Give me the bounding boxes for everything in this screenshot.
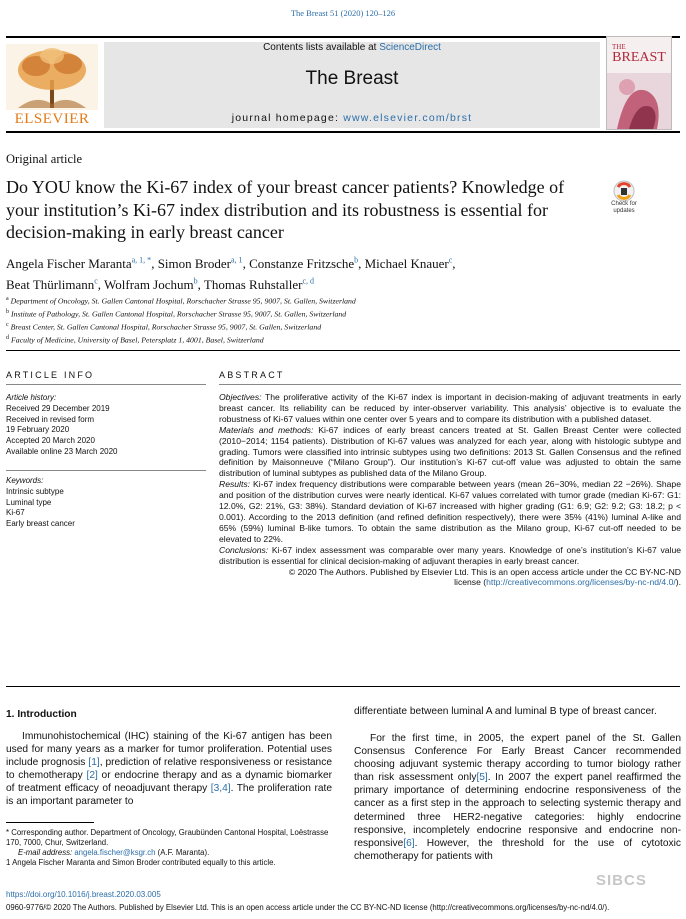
- article-info-heading: ARTICLE INFO: [6, 370, 95, 380]
- affiliations: [6, 294, 666, 346]
- publisher-name: ELSEVIER: [14, 111, 90, 127]
- keyword: Ki-67: [6, 508, 25, 518]
- author[interactable]: Thomas Ruhstaller$^{c, d}$: [203, 276, 315, 293]
- intro-paragraph-continued: differentiate between luminal A and luminal B type of breast cancer.: [354, 706, 657, 717]
- intro-paragraph: Immunohistochemical (IHC) staining of the Ki-67 antigen has been used for many years as a marker for tumor proliferation. Potential uses include prognosis [1], prediction of relative responsiveness or resistance to chemotherapy [2] or endocrine therapy and as a dynamic biomarker of treatment efficacy of neoadjuvant therapy [3,4]. The proliferation rate is an important parameter to: [6, 731, 333, 808]
- keyword: Intrinsic subtype: [6, 486, 64, 496]
- abstract-results: Results: Ki-67 index frequency distributions were comparable between years (mean 26−30%, median 22 −26%). Shape and position of the distribution curves were nearly identical. Ki-67 values correlated with tumor grade (median Ki-67: G1: 12.0%, G2: 21%, G3: 38%). Standard deviation of Ki-67 increased with higher grading (G1: 6.9; G2: 9.2; G3: 18.2; p < 0.001). According to the 2013 definition (and refined definition respectively), there were 35% (41%) luminal A-like and 65% (59%) luminal B-like tumors. To obtain the same distribution as the Milano group, Ki-67 cut-off needed to be elevated to 22%.: [219, 479, 681, 544]
- reference-link[interactable]: [3,4]: [210, 783, 231, 795]
- homepage-prefix: journal homepage:: [231, 112, 344, 124]
- journal-cover[interactable]: [606, 36, 672, 130]
- contents-prefix: Contents lists available at: [263, 42, 380, 53]
- affiliation: $^d$ Faculty of Medicine, University of Basel, Petersplatz 1, 4001, Basel, Switzerland: [6, 334, 264, 345]
- article-title: Do YOU know the Ki-67 index of your breast cancer patients? Knowledge of your institution’s Ki-67 index distribution and its robustness is essential for decision-making in early breast cancer: [6, 177, 565, 242]
- homepage-link[interactable]: www.elsevier.com/brst: [343, 112, 473, 124]
- keyword: Luminal type: [6, 497, 52, 507]
- journal-name: The Breast: [305, 68, 399, 89]
- author[interactable]: Constanze Fritzsche$^b$,: [249, 256, 365, 272]
- copyright-line: 0960-9776/© 2020 The Authors. Published by Elsevier Ltd. This is an open access article under the CC BY-NC-ND license (http://creativecommons.org/licenses/by-nc-nd/4.0/).: [6, 903, 610, 912]
- author[interactable]: Beat Thürlimann$^c$,: [6, 276, 105, 293]
- history-label: Article history:: [6, 393, 57, 402]
- keyword: Early breast cancer: [6, 519, 75, 529]
- email-link[interactable]: angela.fischer@ksgr.ch: [74, 848, 156, 857]
- article-info-rule: [6, 384, 206, 385]
- reference-link[interactable]: [6]: [403, 837, 415, 849]
- author[interactable]: Simon Broder$^{a, 1}$,: [157, 256, 250, 272]
- check-updates-icon: [606, 180, 642, 202]
- license-link[interactable]: http://creativecommons.org/licenses/by-nc-nd/4.0/: [486, 577, 676, 588]
- affiliation: $^a$ Department of Oncology, St. Gallen Cantonal Hospital, Rorschacher Strasse 95, 9007, St. Gallen, Switzerland: [6, 296, 356, 306]
- reference-link[interactable]: [2]: [86, 770, 98, 782]
- check-updates-label: Check for updates: [611, 201, 637, 214]
- abstract-copyright: © 2020 The Authors. Published by Elsevier Ltd. This is an open access article under the CC BY-NC-ND license (http://creativecommons.org/licenses/by-nc-nd/4.0/).: [288, 566, 681, 588]
- author-list: [6, 252, 666, 294]
- elsevier-logo: [6, 44, 98, 128]
- intro-paragraph-2: For the first time, in 2005, the expert panel of the St. Gallen Consensus Conference For Early Breast Cancer recommended choosing adjuvant systemic therapy according to tumor biology rather than risk assessment only[5]. In 2007 the expert panel reaffirmed the primary importance of determining endocrine responsiveness of the cancer as a first step in the approach to selecting systemic therapy and determined three HER2-negative categories: highly endocrine responsive, incompletely endocrine responsive and endocrine non-responsive[6]. However, the threshold for the use of cytotoxic chemotherapy for patients with: [354, 733, 681, 862]
- footnote-rule: [6, 822, 94, 823]
- journal-citation[interactable]: The Breast 51 (2020) 120–126: [290, 8, 396, 18]
- affiliation: $^c$ Breast Center, St. Gallen Cantonal Hospital, Rorschacher Strasse 95, 9007, St. Gallen, Switzerland: [6, 321, 322, 332]
- email-line: E-mail address: angela.fischer@ksgr.ch (A.F. Maranta).: [18, 848, 210, 857]
- keywords-label: Keywords:: [6, 476, 44, 485]
- abstract-conclusions: Conclusions: Ki-67 index assessment was comparable over many years. Knowledge of one’s institution’s Ki-67 value distribution is essential for clinical decision-making of adjuvant therapies in early breast cancer.: [219, 544, 681, 566]
- affiliation: $^b$ Institute of Pathology, St. Gallen Cantonal Hospital, Rorschacher Strasse 95, 9007, St. Gallen, Switzerland: [6, 308, 347, 319]
- abstract-heading: ABSTRACT: [219, 370, 285, 380]
- journal-homepage: [104, 112, 600, 124]
- equal-contribution-note: 1 Angela Fischer Maranta and Simon Broder contributed equally to this article.: [6, 858, 276, 867]
- corresponding-author-note: * Corresponding author. Department of Oncology, Graubünden Cantonal Hospital, Loëstrasse 170, 7000, Chur, Switzerland.: [6, 828, 329, 847]
- cover-art-icon: [607, 73, 671, 129]
- cover-title-small: THE: [612, 43, 626, 51]
- header-rule: [6, 36, 680, 38]
- reference-link[interactable]: [1]: [88, 757, 100, 769]
- abstract-body: [219, 392, 681, 588]
- author[interactable]: Wolfram Jochum$^b$,: [104, 276, 204, 293]
- footnotes: [6, 828, 336, 868]
- author[interactable]: Angela Fischer Maranta$^{a, 1, *}$,: [6, 256, 158, 272]
- cover-title: [609, 44, 669, 65]
- keywords: [6, 476, 206, 530]
- abstract-objectives: Objectives: The proliferative activity of the Ki-67 index is important in decision-making of adjuvant treatments in early breast cancer. Its reliability can be reduced by inter-observer variability. This analysis’ objective is to evaluate the robustness of Ki-67 values within one center over 5 years and to compare its distribution with a published dataset.: [219, 392, 681, 424]
- header-rule-bottom: [6, 131, 680, 133]
- info-divider: [6, 470, 206, 471]
- author[interactable]: Michael Knauer$^c$,: [364, 256, 456, 272]
- article-type: Original article: [6, 152, 83, 166]
- article-history: Article history: Received 29 December 2019 Received in revised form 19 February 2020 Accepted 20 March 2020 Available online 23 March 2020: [6, 393, 118, 456]
- doi-link[interactable]: https://doi.org/10.1016/j.breast.2020.03.005: [6, 890, 161, 899]
- intro-heading: 1. Introduction: [6, 709, 77, 720]
- section-rule-bottom: [6, 686, 680, 687]
- contents-line: [104, 42, 600, 53]
- section-rule: [6, 350, 680, 351]
- abstract-rule: [219, 384, 681, 385]
- abstract-methods: Materials and methods: Ki-67 indices of early breast cancers treated at St. Gallen Breast Center were collected (2010−2014; 1154 patients). Distribution of Ki-67 values was analyzed for each year, along with histologic subtype and grading. Tumors were classified into intrinsic subtypes using two definitions: 2013 St. Gallen Consensus and the refined definition by Maisonneuve (“Milano Group”). Our institution’s Ki-67 cut-off value was adjusted to obtain the same distribution of luminal subtypes as published data of the Milano Group.: [219, 424, 681, 479]
- cover-title-big: BREAST: [612, 50, 666, 65]
- watermark: SIBCS: [596, 872, 647, 889]
- sciencedirect-link[interactable]: ScienceDirect: [379, 42, 441, 53]
- reference-link[interactable]: [5]: [476, 772, 488, 784]
- elsevier-tree-icon: [6, 44, 98, 110]
